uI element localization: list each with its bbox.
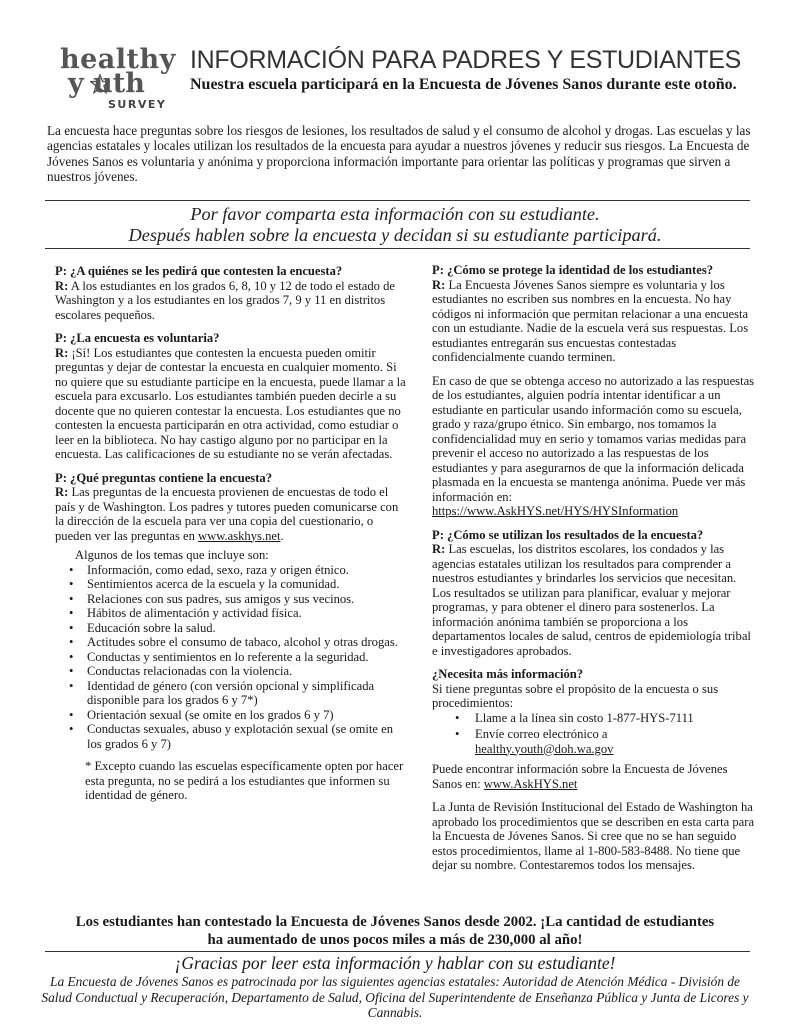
faq-answer: R: A los estudiantes en los grados 6, 8, 10 y 12 de todo el estado de Washington y a los estudiantes en los grados 7, 9 y 11 en distritos escolares pequeños. [55,278,396,322]
contact-list [432,711,757,757]
faq-who [55,264,410,322]
list-item: • Identidad de género (con versión opcional y simplificada disponible para los grados 6 y 7*) [87,679,410,708]
faq-question: P: ¿A quiénes se les pedirá que contesten la encuesta? [55,264,343,278]
share-line-1: Por favor comparta esta información con su estudiante. [190,204,600,224]
list-item: • Orientación sexual (se omite en los grados 6 y 7) [87,708,410,723]
faq-question: P: ¿Cómo se utilizan los resultados de la encuesta? [432,527,704,542]
sponsors-note: La Encuesta de Jóvenes Sanos es patrocinada por las siguientes agencias estatales: Autoridad de Atención Médica - División de Salud Conductual y Recuperación, Departamento de Salud, Oficina del Superintendente de Enseñanza Pública y Junta de Licores y Cannabis. [41,974,749,1021]
right-column [432,263,757,873]
faq-voluntary [55,331,410,462]
faq-question: P: ¿Qué preguntas contiene la encuesta? [55,470,272,485]
topics-list [55,563,410,752]
more-info-heading: ¿Necesita más información? [432,667,584,681]
topics-intro: Algunos de los temas que incluye son: [75,548,269,562]
faq-answer: R: Las preguntas de la encuesta provienen de encuestas de todo el país y de Washington. Los padres y tutores pueden comunicarse con la dirección de la escuela para ver una copia del cuestionario, o pueden ver las preguntas en www.askhys.net. [55,485,399,543]
footnote: * Excepto cuando las escuelas específicamente opten por hacer esta pregunta, no se pedirá a los estudiantes que informen su identidad de género. [85,759,404,802]
hys-information-link[interactable]: https://www.AskHYS.net/HYS/HYSInformation [432,504,679,518]
logo-word-healthy: healthy [60,44,176,75]
history-note: Los estudiantes han contestado la Encuesta de Jóvenes Sanos desde 2002. ¡La cantidad de estudiantes ha aumentado de unos pocos miles a más de 230,000 al año! [75,914,715,948]
more-info-intro: Si tiene preguntas sobre el propósito de la encuesta o sus procedimientos: [432,681,719,710]
find-info-paragraph: Puede encontrar información sobre la Encuesta de Jóvenes Sanos en: www.AskHYS.net [432,762,728,791]
faq-identity [432,263,757,365]
share-line-2: Después hablen sobre la encuesta y decidan si su estudiante participará. [128,224,662,245]
thanks-message: ¡Gracias por leer esta información y hablar con su estudiante! [174,953,616,973]
star-icon [90,74,110,94]
divider [45,200,750,201]
list-item: • Actitudes sobre el consumo de tabaco, alcohol y otras drogas. [87,635,410,650]
share-message [60,204,730,245]
faq-questions [55,471,410,544]
faq-answer: R: Las escuelas, los distritos escolares, los condados y las agencias estatales utilizan los resultados para comprender a nuestros estudiantes y brindarles los servicios que necesitan. Los resultados se utilizan para planificar, evaluar y mejorar programas, y para obtener el dinero para sostenerlos. La información anónima también se proporciona a los departamentos locales de salud, centros de epidemiología tribal e investigadores aprobados. [432,542,751,658]
logo-word-survey: SURVEY [108,98,167,111]
list-item: • Conductas relacionadas con la violencia. [87,664,410,679]
list-item: • Hábitos de alimentación y actividad física. [87,606,410,621]
list-item: • Educación sobre la salud. [87,621,410,636]
phone-item: • Llame a la línea sin costo 1-877-HYS-7111 [475,711,757,726]
askhys-link[interactable]: www.AskHYS.net [483,776,578,791]
list-item: • Sentimientos acerca de la escuela y la comunidad. [87,577,410,592]
list-item: • Conductas y sentimientos en lo referente a la seguridad. [87,650,410,665]
healthy-youth-survey-logo [60,46,178,112]
faq-answer: R: La Encuesta Jóvenes Sanos siempre es voluntaria y los estudiantes no escriben sus nombres en la encuesta. No hay códigos ni información que permitan relacionar a una encuesta con un estudiante. Nadie de la escuela verá sus respuestas. Los estudiantes entregarán sus encuestas contestadas confidencialmente cuando terminen. [432,277,749,364]
left-column [55,264,410,803]
page-subtitle: Nuestra escuela participará en la Encuesta de Jóvenes Sanos durante este otoño. [190,76,737,93]
faq-question: P: ¿Cómo se protege la identidad de los estudiantes? [432,263,714,277]
intro-paragraph: La encuesta hace preguntas sobre los riesgos de lesiones, los resultados de salud y el consumo de alcohol y drogas. Las escuelas y las agencias estatales y locales utilizan los resultados de la encuesta para ayudar a nuestros jóvenes y reducir sus riesgos. La Encuesta de Jóvenes Sanos es voluntaria y anónima y proporciona información importante para orientar las políticas y programas que sirven a nuestros jóvenes. [47,123,751,185]
list-item: • Conductas sexuales, abuso y explotación sexual (se omite en los grados 6 y 7) [87,722,410,751]
page-title: INFORMACIÓN PARA PADRES Y ESTUDIANTES [190,46,742,74]
irb-paragraph: La Junta de Revisión Institucional del Estado de Washington ha aprobado los procedimientos que se describen en esta carta para la Encuesta de Jóvenes Sanos. Si cree que no se han seguido estos procedimientos, llame al 1-800-583-8488. No tiene que dejar su nombre. Contestaremos todos los mensajes. [432,800,755,872]
askhys-link[interactable]: www.askhys.net [198,528,281,543]
email-item: • Envíe correo electrónico a healthy.youth@doh.wa.gov [475,727,757,756]
list-item: • Información, como edad, sexo, raza y origen étnico. [87,563,410,578]
faq-answer: R: ¡Sí! Los estudiantes que contesten la encuesta pueden omitir preguntas y dejar de contestar la encuesta en cualquier momento. Si no quiere que su estudiante participe en la encuesta, puede llamar a la escuela para excusarlo. Los estudiantes también pueden decirle a su docente que no quieren contestar la encuesta. Los estudiantes que no contesten la encuesta participarán en otra actividad, como estudiar o leer en la biblioteca. No hay castigo alguno por no participar en la encuesta. Las calificaciones de su estudiante no se verán afectadas. [55,345,406,461]
email-link[interactable]: healthy.youth@doh.wa.gov [475,741,614,756]
faq-results [432,528,757,659]
logo-word-youth: y uth [68,68,145,99]
divider [45,951,750,952]
faq-question: P: ¿La encuesta es voluntaria? [55,331,220,345]
list-item: • Relaciones con sus padres, sus amigos y sus vecinos. [87,592,410,607]
divider [45,248,750,249]
unauthorized-access-paragraph: En caso de que se obtenga acceso no autorizado a las respuestas de los estudiantes, alguien podría intentar identificar a un estudiante en particular usando información como su escuela, grado y raza/grupo étnico. Sin embargo, nos tomamos la confidencialidad muy en serio y tomamos varias medidas para prevenir el acceso no autorizado a las respuestas de los estudiantes y para asegurarnos de que la información delicada plasmada en la encuesta se mantenga anónima. Puede ver más información en: https://www.AskHYS.net/HYS/HYSInformation [432,373,755,518]
